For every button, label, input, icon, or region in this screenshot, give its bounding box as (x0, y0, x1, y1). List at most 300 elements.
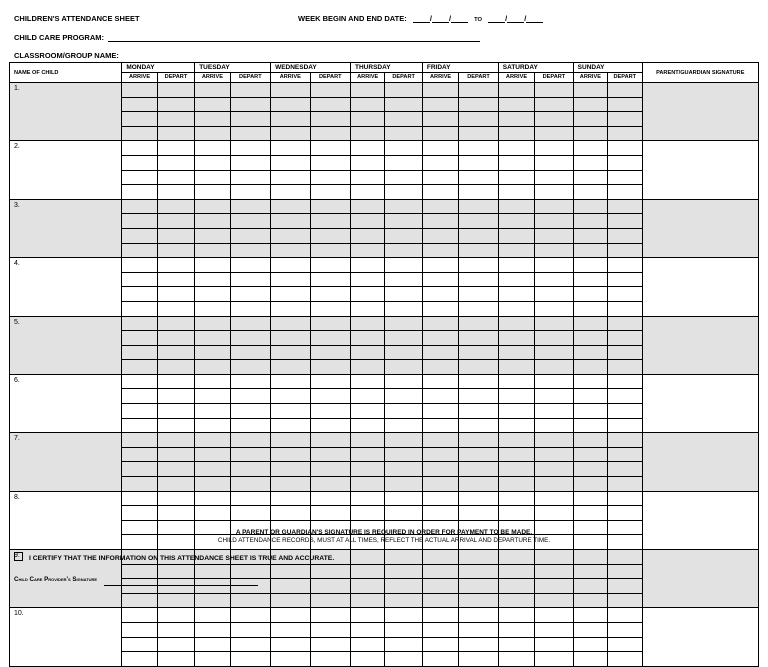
monday-arrive-cell[interactable] (122, 418, 157, 433)
tuesday-arrive-cell[interactable] (195, 83, 230, 98)
thursday-depart-cell[interactable] (385, 360, 422, 375)
sunday-arrive-cell[interactable] (573, 199, 607, 214)
friday-arrive-cell[interactable] (422, 637, 458, 652)
saturday-depart-cell[interactable] (535, 418, 573, 433)
saturday-arrive-cell[interactable] (498, 360, 534, 375)
sunday-arrive-cell[interactable] (573, 258, 607, 273)
wednesday-depart-cell[interactable] (310, 579, 350, 594)
monday-arrive-cell[interactable] (122, 345, 157, 360)
friday-depart-cell[interactable] (459, 301, 498, 316)
saturday-arrive-cell[interactable] (498, 272, 534, 287)
friday-arrive-cell[interactable] (422, 404, 458, 419)
sunday-arrive-cell[interactable] (573, 155, 607, 170)
monday-arrive-cell[interactable] (122, 228, 157, 243)
monday-depart-cell[interactable] (157, 331, 194, 346)
sunday-arrive-cell[interactable] (573, 243, 607, 258)
thursday-depart-cell[interactable] (385, 447, 422, 462)
friday-depart-cell[interactable] (459, 331, 498, 346)
tuesday-arrive-cell[interactable] (195, 477, 230, 492)
thursday-depart-cell[interactable] (385, 316, 422, 331)
wednesday-depart-cell[interactable] (310, 112, 350, 127)
sunday-arrive-cell[interactable] (573, 112, 607, 127)
wednesday-arrive-cell[interactable] (271, 316, 310, 331)
friday-arrive-cell[interactable] (422, 83, 458, 98)
wednesday-arrive-cell[interactable] (271, 214, 310, 229)
tuesday-depart-cell[interactable] (230, 637, 270, 652)
sunday-arrive-cell[interactable] (573, 579, 607, 594)
sunday-arrive-cell[interactable] (573, 345, 607, 360)
monday-depart-cell[interactable] (157, 433, 194, 448)
tuesday-depart-cell[interactable] (230, 447, 270, 462)
thursday-depart-cell[interactable] (385, 389, 422, 404)
provider-signature-field[interactable] (14, 568, 258, 586)
tuesday-arrive-cell[interactable] (195, 170, 230, 185)
friday-arrive-cell[interactable] (422, 433, 458, 448)
thursday-depart-cell[interactable] (385, 433, 422, 448)
tuesday-depart-cell[interactable] (230, 199, 270, 214)
saturday-arrive-cell[interactable] (498, 112, 534, 127)
friday-arrive-cell[interactable] (422, 141, 458, 156)
saturday-depart-cell[interactable] (535, 433, 573, 448)
monday-arrive-cell[interactable] (122, 331, 157, 346)
sunday-arrive-cell[interactable] (573, 97, 607, 112)
thursday-depart-cell[interactable] (385, 272, 422, 287)
wednesday-arrive-cell[interactable] (271, 170, 310, 185)
friday-arrive-cell[interactable] (422, 608, 458, 623)
monday-arrive-cell[interactable] (122, 652, 157, 667)
guardian-signature-cell[interactable] (642, 258, 759, 316)
friday-depart-cell[interactable] (459, 228, 498, 243)
saturday-depart-cell[interactable] (535, 112, 573, 127)
friday-arrive-cell[interactable] (422, 287, 458, 302)
wednesday-depart-cell[interactable] (310, 404, 350, 419)
monday-depart-cell[interactable] (157, 404, 194, 419)
wednesday-depart-cell[interactable] (310, 199, 350, 214)
sunday-depart-cell[interactable] (608, 418, 642, 433)
wednesday-arrive-cell[interactable] (271, 404, 310, 419)
saturday-arrive-cell[interactable] (498, 345, 534, 360)
sunday-depart-cell[interactable] (608, 126, 642, 141)
wednesday-depart-cell[interactable] (310, 564, 350, 579)
friday-depart-cell[interactable] (459, 316, 498, 331)
monday-depart-cell[interactable] (157, 126, 194, 141)
thursday-depart-cell[interactable] (385, 155, 422, 170)
saturday-arrive-cell[interactable] (498, 170, 534, 185)
child-name-cell[interactable] (10, 608, 122, 666)
monday-arrive-cell[interactable] (122, 301, 157, 316)
sunday-depart-cell[interactable] (608, 214, 642, 229)
wednesday-arrive-cell[interactable] (271, 199, 310, 214)
saturday-depart-cell[interactable] (535, 550, 573, 565)
wednesday-arrive-cell[interactable] (271, 155, 310, 170)
saturday-depart-cell[interactable] (535, 491, 573, 506)
monday-depart-cell[interactable] (157, 170, 194, 185)
wednesday-arrive-cell[interactable] (271, 185, 310, 200)
wednesday-arrive-cell[interactable] (271, 345, 310, 360)
sunday-arrive-cell[interactable] (573, 593, 607, 608)
wednesday-depart-cell[interactable] (310, 622, 350, 637)
saturday-arrive-cell[interactable] (498, 608, 534, 623)
thursday-arrive-cell[interactable] (351, 112, 385, 127)
friday-depart-cell[interactable] (459, 374, 498, 389)
child-name-cell[interactable] (10, 258, 122, 316)
thursday-arrive-cell[interactable] (351, 550, 385, 565)
saturday-depart-cell[interactable] (535, 404, 573, 419)
saturday-depart-cell[interactable] (535, 83, 573, 98)
end-month-blank[interactable] (488, 22, 505, 23)
wednesday-arrive-cell[interactable] (271, 389, 310, 404)
wednesday-depart-cell[interactable] (310, 593, 350, 608)
friday-arrive-cell[interactable] (422, 389, 458, 404)
tuesday-arrive-cell[interactable] (195, 652, 230, 667)
wednesday-arrive-cell[interactable] (271, 579, 310, 594)
monday-depart-cell[interactable] (157, 199, 194, 214)
friday-arrive-cell[interactable] (422, 345, 458, 360)
sunday-depart-cell[interactable] (608, 389, 642, 404)
saturday-arrive-cell[interactable] (498, 622, 534, 637)
saturday-depart-cell[interactable] (535, 652, 573, 667)
sunday-depart-cell[interactable] (608, 301, 642, 316)
sunday-arrive-cell[interactable] (573, 622, 607, 637)
friday-depart-cell[interactable] (459, 199, 498, 214)
thursday-arrive-cell[interactable] (351, 316, 385, 331)
monday-arrive-cell[interactable] (122, 622, 157, 637)
guardian-signature-cell[interactable] (642, 374, 759, 432)
sunday-depart-cell[interactable] (608, 316, 642, 331)
saturday-arrive-cell[interactable] (498, 185, 534, 200)
saturday-depart-cell[interactable] (535, 258, 573, 273)
tuesday-arrive-cell[interactable] (195, 433, 230, 448)
tuesday-depart-cell[interactable] (230, 622, 270, 637)
friday-arrive-cell[interactable] (422, 155, 458, 170)
friday-depart-cell[interactable] (459, 418, 498, 433)
sunday-arrive-cell[interactable] (573, 170, 607, 185)
wednesday-depart-cell[interactable] (310, 360, 350, 375)
sunday-arrive-cell[interactable] (573, 316, 607, 331)
tuesday-arrive-cell[interactable] (195, 112, 230, 127)
child-name-cell[interactable] (10, 316, 122, 374)
monday-depart-cell[interactable] (157, 462, 194, 477)
tuesday-arrive-cell[interactable] (195, 97, 230, 112)
friday-arrive-cell[interactable] (422, 272, 458, 287)
wednesday-arrive-cell[interactable] (271, 637, 310, 652)
thursday-arrive-cell[interactable] (351, 506, 385, 521)
friday-arrive-cell[interactable] (422, 214, 458, 229)
saturday-arrive-cell[interactable] (498, 404, 534, 419)
tuesday-depart-cell[interactable] (230, 374, 270, 389)
wednesday-arrive-cell[interactable] (271, 360, 310, 375)
sunday-arrive-cell[interactable] (573, 652, 607, 667)
monday-depart-cell[interactable] (157, 418, 194, 433)
thursday-depart-cell[interactable] (385, 652, 422, 667)
wednesday-depart-cell[interactable] (310, 389, 350, 404)
monday-depart-cell[interactable] (157, 652, 194, 667)
friday-arrive-cell[interactable] (422, 462, 458, 477)
saturday-arrive-cell[interactable] (498, 155, 534, 170)
guardian-signature-cell[interactable] (642, 550, 759, 608)
monday-arrive-cell[interactable] (122, 112, 157, 127)
sunday-arrive-cell[interactable] (573, 418, 607, 433)
sunday-depart-cell[interactable] (608, 345, 642, 360)
saturday-arrive-cell[interactable] (498, 126, 534, 141)
thursday-depart-cell[interactable] (385, 185, 422, 200)
sunday-arrive-cell[interactable] (573, 214, 607, 229)
thursday-arrive-cell[interactable] (351, 593, 385, 608)
tuesday-arrive-cell[interactable] (195, 345, 230, 360)
thursday-arrive-cell[interactable] (351, 418, 385, 433)
thursday-depart-cell[interactable] (385, 374, 422, 389)
tuesday-depart-cell[interactable] (230, 491, 270, 506)
friday-depart-cell[interactable] (459, 360, 498, 375)
tuesday-depart-cell[interactable] (230, 83, 270, 98)
wednesday-depart-cell[interactable] (310, 316, 350, 331)
sunday-depart-cell[interactable] (608, 360, 642, 375)
saturday-arrive-cell[interactable] (498, 287, 534, 302)
sunday-depart-cell[interactable] (608, 506, 642, 521)
friday-arrive-cell[interactable] (422, 170, 458, 185)
monday-arrive-cell[interactable] (122, 258, 157, 273)
saturday-depart-cell[interactable] (535, 374, 573, 389)
monday-arrive-cell[interactable] (122, 170, 157, 185)
friday-arrive-cell[interactable] (422, 374, 458, 389)
thursday-arrive-cell[interactable] (351, 462, 385, 477)
sunday-arrive-cell[interactable] (573, 462, 607, 477)
friday-depart-cell[interactable] (459, 433, 498, 448)
thursday-depart-cell[interactable] (385, 214, 422, 229)
friday-arrive-cell[interactable] (422, 506, 458, 521)
tuesday-arrive-cell[interactable] (195, 374, 230, 389)
thursday-arrive-cell[interactable] (351, 97, 385, 112)
wednesday-depart-cell[interactable] (310, 491, 350, 506)
tuesday-depart-cell[interactable] (230, 185, 270, 200)
friday-arrive-cell[interactable] (422, 564, 458, 579)
wednesday-depart-cell[interactable] (310, 418, 350, 433)
tuesday-depart-cell[interactable] (230, 228, 270, 243)
wednesday-arrive-cell[interactable] (271, 564, 310, 579)
thursday-arrive-cell[interactable] (351, 345, 385, 360)
guardian-signature-cell[interactable] (642, 141, 759, 199)
tuesday-depart-cell[interactable] (230, 258, 270, 273)
saturday-depart-cell[interactable] (535, 199, 573, 214)
friday-depart-cell[interactable] (459, 447, 498, 462)
sunday-depart-cell[interactable] (608, 112, 642, 127)
tuesday-depart-cell[interactable] (230, 141, 270, 156)
wednesday-arrive-cell[interactable] (271, 477, 310, 492)
saturday-depart-cell[interactable] (535, 185, 573, 200)
wednesday-depart-cell[interactable] (310, 272, 350, 287)
saturday-depart-cell[interactable] (535, 170, 573, 185)
friday-arrive-cell[interactable] (422, 199, 458, 214)
friday-arrive-cell[interactable] (422, 550, 458, 565)
tuesday-arrive-cell[interactable] (195, 185, 230, 200)
friday-arrive-cell[interactable] (422, 126, 458, 141)
friday-arrive-cell[interactable] (422, 112, 458, 127)
friday-depart-cell[interactable] (459, 608, 498, 623)
friday-depart-cell[interactable] (459, 243, 498, 258)
wednesday-depart-cell[interactable] (310, 287, 350, 302)
sunday-arrive-cell[interactable] (573, 608, 607, 623)
tuesday-arrive-cell[interactable] (195, 126, 230, 141)
tuesday-arrive-cell[interactable] (195, 447, 230, 462)
sunday-arrive-cell[interactable] (573, 506, 607, 521)
wednesday-arrive-cell[interactable] (271, 83, 310, 98)
thursday-depart-cell[interactable] (385, 404, 422, 419)
wednesday-depart-cell[interactable] (310, 447, 350, 462)
tuesday-depart-cell[interactable] (230, 652, 270, 667)
wednesday-arrive-cell[interactable] (271, 652, 310, 667)
tuesday-arrive-cell[interactable] (195, 491, 230, 506)
wednesday-arrive-cell[interactable] (271, 258, 310, 273)
tuesday-depart-cell[interactable] (230, 214, 270, 229)
thursday-depart-cell[interactable] (385, 550, 422, 565)
thursday-depart-cell[interactable] (385, 622, 422, 637)
monday-arrive-cell[interactable] (122, 637, 157, 652)
saturday-depart-cell[interactable] (535, 345, 573, 360)
saturday-depart-cell[interactable] (535, 126, 573, 141)
saturday-arrive-cell[interactable] (498, 243, 534, 258)
friday-arrive-cell[interactable] (422, 258, 458, 273)
sunday-arrive-cell[interactable] (573, 550, 607, 565)
wednesday-depart-cell[interactable] (310, 185, 350, 200)
tuesday-depart-cell[interactable] (230, 301, 270, 316)
thursday-depart-cell[interactable] (385, 477, 422, 492)
saturday-depart-cell[interactable] (535, 301, 573, 316)
friday-arrive-cell[interactable] (422, 491, 458, 506)
wednesday-depart-cell[interactable] (310, 126, 350, 141)
monday-depart-cell[interactable] (157, 477, 194, 492)
saturday-arrive-cell[interactable] (498, 462, 534, 477)
monday-depart-cell[interactable] (157, 316, 194, 331)
saturday-arrive-cell[interactable] (498, 389, 534, 404)
certify-checkbox[interactable] (14, 552, 23, 561)
thursday-arrive-cell[interactable] (351, 214, 385, 229)
friday-depart-cell[interactable] (459, 97, 498, 112)
wednesday-arrive-cell[interactable] (271, 228, 310, 243)
tuesday-depart-cell[interactable] (230, 593, 270, 608)
thursday-depart-cell[interactable] (385, 112, 422, 127)
sunday-arrive-cell[interactable] (573, 331, 607, 346)
friday-depart-cell[interactable] (459, 126, 498, 141)
thursday-arrive-cell[interactable] (351, 564, 385, 579)
thursday-depart-cell[interactable] (385, 287, 422, 302)
monday-depart-cell[interactable] (157, 112, 194, 127)
saturday-depart-cell[interactable] (535, 462, 573, 477)
child-name-cell[interactable] (10, 83, 122, 141)
thursday-arrive-cell[interactable] (351, 228, 385, 243)
tuesday-depart-cell[interactable] (230, 287, 270, 302)
sunday-depart-cell[interactable] (608, 83, 642, 98)
monday-arrive-cell[interactable] (122, 97, 157, 112)
sunday-arrive-cell[interactable] (573, 389, 607, 404)
thursday-arrive-cell[interactable] (351, 477, 385, 492)
sunday-depart-cell[interactable] (608, 579, 642, 594)
tuesday-arrive-cell[interactable] (195, 243, 230, 258)
wednesday-depart-cell[interactable] (310, 608, 350, 623)
friday-arrive-cell[interactable] (422, 593, 458, 608)
tuesday-depart-cell[interactable] (230, 112, 270, 127)
thursday-depart-cell[interactable] (385, 199, 422, 214)
monday-depart-cell[interactable] (157, 214, 194, 229)
friday-depart-cell[interactable] (459, 593, 498, 608)
friday-depart-cell[interactable] (459, 550, 498, 565)
sunday-arrive-cell[interactable] (573, 477, 607, 492)
guardian-signature-cell[interactable] (642, 83, 759, 141)
saturday-arrive-cell[interactable] (498, 637, 534, 652)
thursday-arrive-cell[interactable] (351, 170, 385, 185)
monday-depart-cell[interactable] (157, 83, 194, 98)
sunday-depart-cell[interactable] (608, 550, 642, 565)
friday-depart-cell[interactable] (459, 272, 498, 287)
saturday-arrive-cell[interactable] (498, 316, 534, 331)
child-name-cell[interactable] (10, 141, 122, 199)
wednesday-depart-cell[interactable] (310, 331, 350, 346)
saturday-depart-cell[interactable] (535, 622, 573, 637)
sunday-depart-cell[interactable] (608, 141, 642, 156)
wednesday-arrive-cell[interactable] (271, 141, 310, 156)
saturday-depart-cell[interactable] (535, 579, 573, 594)
wednesday-depart-cell[interactable] (310, 345, 350, 360)
program-field[interactable] (14, 33, 480, 42)
saturday-arrive-cell[interactable] (498, 447, 534, 462)
guardian-signature-cell[interactable] (642, 199, 759, 257)
saturday-depart-cell[interactable] (535, 97, 573, 112)
guardian-signature-cell[interactable] (642, 433, 759, 491)
sunday-depart-cell[interactable] (608, 404, 642, 419)
friday-depart-cell[interactable] (459, 637, 498, 652)
monday-arrive-cell[interactable] (122, 126, 157, 141)
tuesday-depart-cell[interactable] (230, 608, 270, 623)
thursday-arrive-cell[interactable] (351, 287, 385, 302)
thursday-arrive-cell[interactable] (351, 637, 385, 652)
thursday-arrive-cell[interactable] (351, 185, 385, 200)
saturday-depart-cell[interactable] (535, 214, 573, 229)
start-day-blank[interactable] (432, 22, 449, 23)
thursday-arrive-cell[interactable] (351, 608, 385, 623)
sunday-depart-cell[interactable] (608, 170, 642, 185)
thursday-depart-cell[interactable] (385, 418, 422, 433)
wednesday-depart-cell[interactable] (310, 214, 350, 229)
tuesday-arrive-cell[interactable] (195, 214, 230, 229)
saturday-arrive-cell[interactable] (498, 491, 534, 506)
sunday-depart-cell[interactable] (608, 374, 642, 389)
sunday-depart-cell[interactable] (608, 258, 642, 273)
friday-arrive-cell[interactable] (422, 97, 458, 112)
saturday-arrive-cell[interactable] (498, 214, 534, 229)
wednesday-depart-cell[interactable] (310, 462, 350, 477)
thursday-depart-cell[interactable] (385, 83, 422, 98)
saturday-arrive-cell[interactable] (498, 141, 534, 156)
sunday-depart-cell[interactable] (608, 185, 642, 200)
friday-depart-cell[interactable] (459, 112, 498, 127)
saturday-depart-cell[interactable] (535, 637, 573, 652)
thursday-depart-cell[interactable] (385, 593, 422, 608)
sunday-depart-cell[interactable] (608, 447, 642, 462)
thursday-depart-cell[interactable] (385, 345, 422, 360)
friday-depart-cell[interactable] (459, 579, 498, 594)
friday-arrive-cell[interactable] (422, 477, 458, 492)
friday-depart-cell[interactable] (459, 389, 498, 404)
monday-arrive-cell[interactable] (122, 272, 157, 287)
thursday-arrive-cell[interactable] (351, 374, 385, 389)
thursday-arrive-cell[interactable] (351, 360, 385, 375)
wednesday-depart-cell[interactable] (310, 83, 350, 98)
saturday-arrive-cell[interactable] (498, 418, 534, 433)
tuesday-arrive-cell[interactable] (195, 141, 230, 156)
thursday-arrive-cell[interactable] (351, 389, 385, 404)
thursday-arrive-cell[interactable] (351, 652, 385, 667)
monday-depart-cell[interactable] (157, 228, 194, 243)
monday-arrive-cell[interactable] (122, 447, 157, 462)
